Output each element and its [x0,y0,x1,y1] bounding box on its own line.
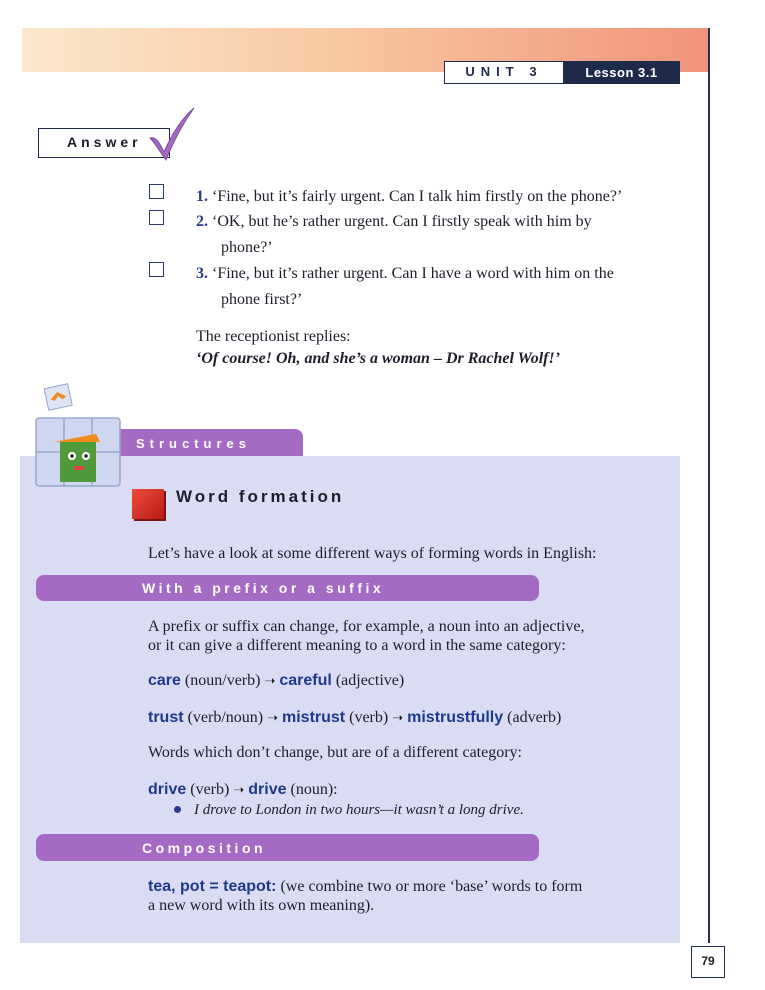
checkmark-icon [148,106,198,162]
prefix-heading: With a prefix or a suffix [36,575,539,601]
keyword: drive [248,781,287,798]
prefix-desc-line-1: A prefix or suffix can change, for example, a noun into an adjective, [148,618,585,635]
option-text: ‘Fine, but it’s fairly urgent. Can I talk him firstly on the phone?’ [212,188,623,205]
category: (noun): [290,781,338,798]
option-number: 3. [196,265,208,282]
composition-line-2: a new word with its own meaning). [148,897,375,914]
unit-label: UNIT 3 [444,61,564,84]
keyword: careful [279,672,332,689]
arrow-right-icon: ➝ [233,783,245,798]
category: (verb/noun) [187,709,264,726]
puzzle-icon [34,382,124,490]
option-number: 1. [196,188,208,205]
section-title: Word formation [176,487,345,506]
page-number: 79 [691,946,725,978]
example-drive [148,780,338,800]
composition-line-1 [148,877,582,896]
option-number: 2. [196,213,208,230]
example-trust [148,708,561,728]
option-3-checkbox[interactable] [149,262,164,277]
option-text: ‘OK, but he’s rather urgent. Can I firstly speak with him by [212,213,592,230]
lesson-label: Lesson 3.1 [563,61,680,84]
option-2 [196,209,592,235]
keyword: trust [148,709,184,726]
example-care [148,671,404,691]
composition-heading: Composition [36,834,539,861]
option-1 [196,184,622,210]
category: (adjective) [335,672,405,689]
keyword: tea, pot = teapot: [148,878,277,895]
no-change-text: Words which don’t change, but are of a different category: [148,744,522,761]
example-sentence: I drove to London in two hours—it wasn’t a long drive. [194,802,524,818]
bullet-icon [174,806,181,813]
category: (adverb) [507,709,562,726]
answer-label: Answer [38,128,170,158]
margin-rule [708,28,710,943]
arrow-right-icon: ➝ [264,674,276,689]
option-text: ‘Fine, but it’s rather urgent. Can I have a word with him on the [212,265,614,282]
prefix-desc-line-2: or it can give a different meaning to a word in the same category: [148,637,566,654]
keyword: care [148,672,181,689]
reply-label: The receptionist replies: [196,328,351,345]
category: (verb) [349,709,389,726]
category: (verb) [190,781,230,798]
option-1-checkbox[interactable] [149,184,164,199]
keyword: mistrustfully [407,709,504,726]
category: (noun/verb) [184,672,261,689]
structures-panel [20,456,680,943]
option-2-checkbox[interactable] [149,210,164,225]
keyword: mistrust [282,709,346,726]
keyword: drive [148,781,187,798]
intro-text: Let’s have a look at some different ways of forming words in English: [148,545,597,562]
composition-text: (we combine two or more ‘base’ words to form [280,878,583,895]
reply-text: ‘Of course! Oh, and she’s a woman – Dr Rachel Wolf!’ [196,350,561,367]
arrow-right-icon: ➝ [392,711,404,726]
option-2-line-2: phone?’ [221,239,273,256]
option-3 [196,261,614,287]
option-3-line-2: phone first?’ [221,291,303,308]
section-marker [132,489,164,519]
arrow-right-icon: ➝ [267,711,278,726]
structures-tab: Structures [110,429,303,457]
